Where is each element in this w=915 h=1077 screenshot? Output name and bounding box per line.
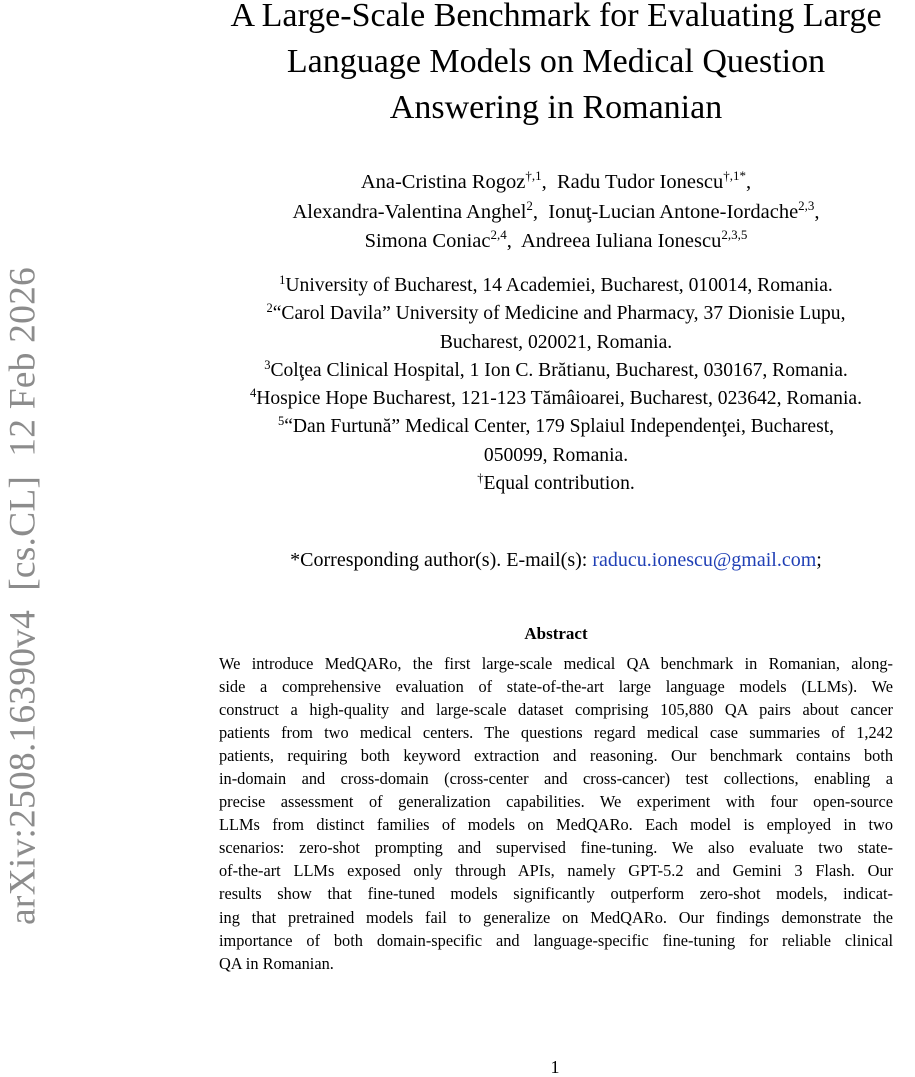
affiliation-marker: 3: [264, 357, 271, 372]
abstract-line: in-domain and cross-domain (cross-center and cross-cancer) test collections, enabling a: [219, 769, 893, 789]
equal-contribution-note: [196, 470, 915, 498]
affiliation-text: University of Bucharest, 14 Academiei, Bucharest, 010014, Romania.: [285, 275, 833, 296]
page-number: 1: [550, 1057, 560, 1077]
title-line: Answering in Romanian: [389, 89, 723, 126]
corresponding-prefix: *Corresponding author(s). E-mail(s):: [290, 549, 593, 571]
dagger-marker: †: [477, 471, 484, 486]
author-name: Ana-Cristina Rogoz: [360, 171, 526, 193]
author-name: Alexandra-Valentina Anghel: [292, 200, 527, 223]
affiliation-text: “Carol Davila” University of Medicine and Pharmacy, 37 Dionisie Lupu,: [272, 303, 846, 325]
affiliation-text: “Dan Furtună” Medical Center, 179 Splaiul Independenţei, Bucharest,: [284, 416, 835, 438]
affiliation-marker: 1: [279, 273, 286, 287]
affiliation-marker: 5: [277, 414, 285, 429]
abstract-line: construct a high-quality and large-scale dataset comprising 105,880 QA pairs about cancer: [219, 700, 893, 720]
abstract-line: scenarios: zero-shot prompting and supervised fine-tuning. We also evaluate two state-: [219, 838, 893, 858]
abstract-line: importance of both domain-specific and language-specific fine-tuning for reliable clinical: [219, 930, 893, 950]
abstract-line: patients, requiring both keyword extraction and reasoning. Our benchmark contains both: [219, 746, 893, 766]
abstract-line: precise assessment of generalization capabilities. We experiment with four open-source: [219, 792, 893, 812]
affiliation-item: [196, 413, 915, 441]
arxiv-side-stamp: [0, 0, 46, 1076]
corresponding-suffix: ;: [816, 549, 822, 571]
affiliation-text: Hospice Hope Bucharest, 121-123 Tămâioarei, Bucharest, 023642, Romania.: [256, 388, 863, 410]
title-line: A Large-Scale Benchmark for Evaluating Large: [230, 0, 882, 34]
author-list: [206, 168, 906, 257]
affiliation-continuation: 050099, Romania.: [483, 444, 629, 466]
abstract-line: of-the-art LLMs exposed only through APIs, namely GPT-5.2 and Gemini 3 Flash. Our: [219, 861, 893, 881]
author-name: Andreea Iuliana Ionescu: [520, 230, 722, 252]
corresponding-author-line: [206, 546, 906, 574]
abstract-line: side a comprehensive evaluation of state-of-the-art large language models (LLMs). We: [219, 677, 893, 697]
abstract-heading: Abstract: [524, 624, 588, 643]
abstract-line: QA in Romanian.: [219, 953, 334, 973]
author-affil-marker: 2,4: [490, 227, 507, 242]
arxiv-identifier: arXiv:2508.16390v4 [cs.CL] 12 Feb 2026: [2, 267, 44, 925]
author-name: Ionuţ-Lucian Antone-Iordache: [548, 200, 799, 223]
abstract-line: ing that pretrained models fail to generalize on MedQARo. Our findings demonstrate the: [219, 907, 893, 927]
author-email-link[interactable]: raducu.ionescu@gmail.com: [592, 549, 817, 571]
title-line: Language Models on Medical Question: [286, 43, 826, 80]
author-affil-marker: †,1: [525, 168, 542, 183]
affiliation-item: [196, 385, 915, 413]
paper-title: [206, 0, 906, 131]
affiliation-marker: 2: [266, 301, 273, 316]
author-row: Simona Coniac$^{2,4}$, Andreea Iuliana Ionescu$^{2,3,5}$: [364, 227, 748, 252]
author-name: Simona Coniac: [364, 230, 491, 252]
author-row: Ana-Cristina Rogoz$^{\dagger,1}$, Radu Tudor Ionescu$^{\dagger,1*}$,: [360, 168, 752, 193]
author-affil-marker: †,1*: [723, 168, 747, 183]
author-affil-marker: 2: [526, 197, 533, 213]
author-affil-marker: 2,3,5: [721, 227, 748, 242]
abstract-line: patients from two medical centers. The questions regard medical case summaries of 1,242: [219, 723, 893, 743]
abstract-body: [219, 652, 893, 975]
abstract-line: We introduce MedQARo, the first large-scale medical QA benchmark in Romanian, along-: [219, 654, 893, 673]
affiliation-item: [196, 272, 915, 300]
affiliation-continuation: Bucharest, 020021, Romania.: [439, 331, 673, 353]
equal-contribution-text: Equal contribution.: [483, 473, 635, 495]
author-affil-marker: 2,3: [798, 197, 815, 213]
affiliation-item: [196, 300, 915, 328]
affiliation-marker: 4: [249, 386, 257, 401]
abstract-line: LLMs from distinct families of models on MedQARo. Each model is employed in two: [219, 815, 893, 835]
author-row: Alexandra-Valentina Anghel$^2$, Ionuţ-Lucian Antone-Iordache$^{2,3}$,: [292, 197, 820, 223]
affiliation-text: Colţea Clinical Hospital, 1 Ion C. Brătianu, Bucharest, 030167, Romania.: [270, 359, 848, 381]
affiliation-item: [196, 357, 915, 385]
affiliation-list: [196, 272, 915, 498]
abstract-line: results show that fine-tuned models significantly outperform zero-shot models, indicat-: [219, 884, 893, 904]
author-name: Radu Tudor Ionescu: [557, 171, 724, 193]
